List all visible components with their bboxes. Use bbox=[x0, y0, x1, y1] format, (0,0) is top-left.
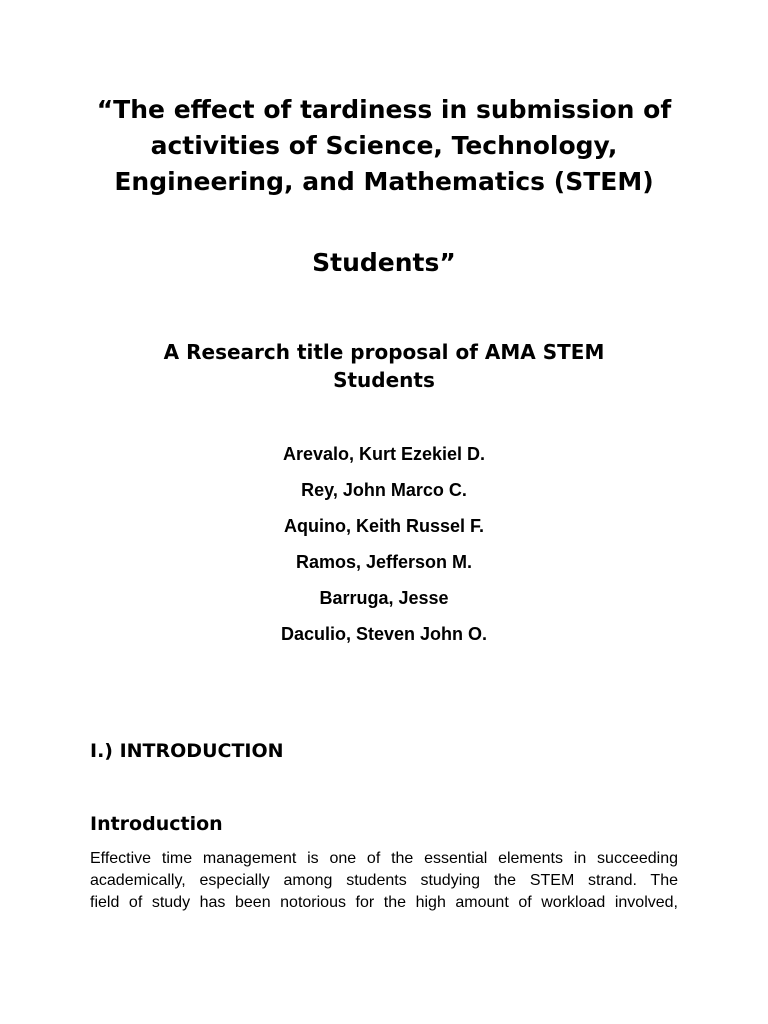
section-heading: I.) INTRODUCTION bbox=[90, 740, 284, 762]
paragraph-line: academically, especially among students studying the STEM strand. The bbox=[90, 872, 678, 889]
author-list bbox=[90, 441, 678, 657]
author-name: Arevalo, Kurt Ezekiel D. bbox=[282, 444, 486, 464]
research-title: “The effect of tardiness in submission of activities of Science, Technology, Engineering, and Mathematics (STEM) bbox=[96, 95, 672, 196]
author-name: Ramos, Jefferson M. bbox=[295, 552, 473, 572]
author-name: Barruga, Jesse bbox=[319, 588, 449, 608]
research-title-continuation: Students” bbox=[312, 248, 456, 277]
author-name: Rey, John Marco C. bbox=[301, 480, 467, 500]
author-name: Aquino, Keith Russel F. bbox=[283, 516, 484, 536]
intro-paragraph bbox=[90, 848, 678, 914]
proposal-subtitle: A Research title proposal of AMA STEM Students bbox=[163, 340, 605, 392]
paragraph-line: field of study has been notorious for the high amount of workload involved, bbox=[90, 894, 678, 911]
author-name: Daculio, Steven John O. bbox=[280, 624, 488, 644]
paragraph-line: Effective time management is one of the essential elements in succeeding bbox=[90, 850, 678, 867]
subsection-heading: Introduction bbox=[90, 813, 223, 835]
